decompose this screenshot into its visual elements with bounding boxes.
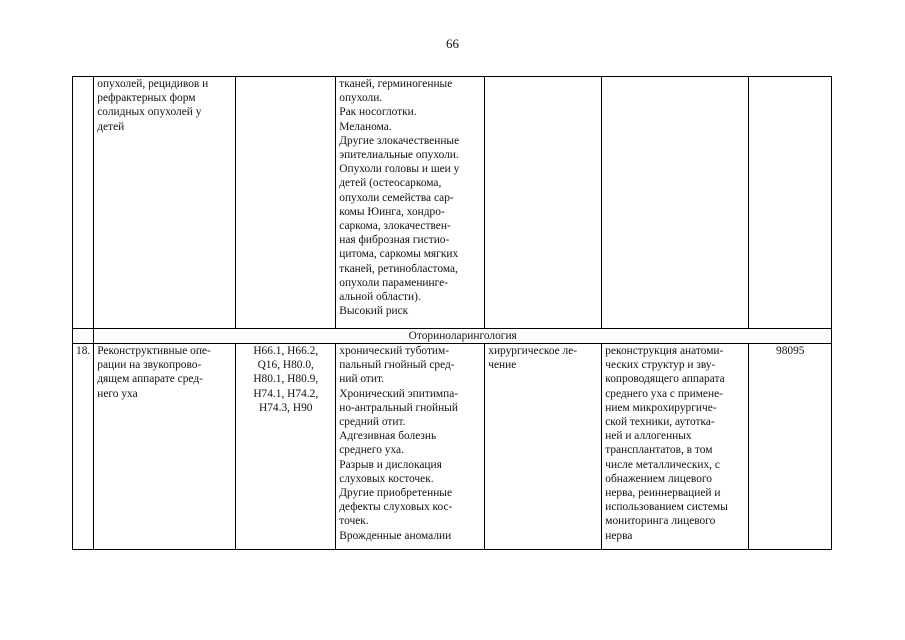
text-line: опухоли семейства сар- xyxy=(339,191,454,204)
text-line: реконструкция анатоми- xyxy=(605,345,724,357)
text-line: средний отит. xyxy=(339,416,406,429)
text-line: детей xyxy=(97,120,125,133)
text-line: альной области). xyxy=(339,291,421,304)
text-line: Хронический эпитимпа- xyxy=(339,387,459,400)
text-line: обнажением лицевого xyxy=(605,472,712,485)
text-line: мониторинга лицевого xyxy=(605,515,716,528)
cell-number: 18. xyxy=(73,344,94,550)
text-line: Меланома. xyxy=(339,120,392,133)
text-line: ней и аллогенных xyxy=(605,430,692,443)
cell-treatment-type xyxy=(485,344,602,550)
text-line: цитома, саркомы мягких xyxy=(339,248,459,261)
text-line: опухолей, рецидивов и xyxy=(97,78,209,90)
text-line: числе металлических, с xyxy=(605,458,720,471)
text-line: Опухоли головы и шеи у xyxy=(339,163,460,176)
text-line: саркома, злокачествен- xyxy=(339,220,451,233)
text-line: чение xyxy=(488,359,517,372)
text-line: точек. xyxy=(339,515,369,528)
cell-icd-codes xyxy=(236,77,336,329)
text-line: ческих структур и зву- xyxy=(605,359,716,372)
table-row-18 xyxy=(73,344,832,550)
text-line: солидных опухолей у xyxy=(97,106,202,119)
table-row-section xyxy=(73,329,832,344)
text-line: тканей, ретинобластома, xyxy=(339,262,458,275)
text-line: Q16, H80.0, xyxy=(257,359,314,372)
text-line: трансплантатов, в том xyxy=(605,444,713,457)
text-line: опухоли. xyxy=(339,92,383,105)
text-line: Разрыв и дислокация xyxy=(339,458,442,471)
text-line: среднего уха. xyxy=(339,444,404,457)
text-line: H66.1, H66.2, xyxy=(253,345,319,357)
text-line: Рак носоглотки. xyxy=(339,106,417,119)
cell-icd-codes xyxy=(236,344,336,550)
section-title: Оториноларингология xyxy=(94,329,832,344)
text-line: нерва xyxy=(605,529,633,542)
cell-diagnoses xyxy=(336,344,485,550)
text-line: Другие злокачественные xyxy=(339,134,460,147)
text-line: опухоли параменинге- xyxy=(339,276,448,289)
cell-cost xyxy=(749,77,832,329)
text-line: ской техники, аутотка- xyxy=(605,416,715,429)
cell-treatment-method xyxy=(602,344,749,550)
cell-care-type xyxy=(94,77,236,329)
cell-cost: 98095 xyxy=(749,344,832,550)
text-line: Адгезивная болезнь xyxy=(339,430,437,443)
text-line: тканей, герминогенные xyxy=(339,78,453,90)
cell-number xyxy=(73,329,94,344)
text-line: нерва, реиннервацией и xyxy=(605,487,721,500)
text-line: Другие приобретенные xyxy=(339,487,452,500)
text-line: рации на звукопрово- xyxy=(97,359,202,372)
text-line: хирургическое ле- xyxy=(488,345,578,357)
text-line: использованием системы xyxy=(605,501,728,514)
page-number: 66 xyxy=(446,36,459,51)
text-line: H74.1, H74.2, xyxy=(253,387,319,400)
text-line: но-антральный гнойный xyxy=(339,401,458,414)
table-row-continued xyxy=(73,77,832,329)
text-line: Высокий риск xyxy=(339,305,409,318)
text-line: среднего уха с примене- xyxy=(605,387,723,400)
text-line: рефрактерных форм xyxy=(97,92,196,105)
text-line: слуховых косточек. xyxy=(339,472,434,485)
text-line: ная фиброзная гистио- xyxy=(339,234,450,247)
text-line: эпителиальные опухоли. xyxy=(339,149,459,162)
text-line: комы Юинга, хондро- xyxy=(339,205,445,218)
text-line: H74.3, H90 xyxy=(259,401,313,414)
text-line: Реконструктивные опе- xyxy=(97,345,211,357)
text-line: него уха xyxy=(97,387,138,400)
medical-care-table xyxy=(72,76,832,550)
text-line: детей (остеосаркома, xyxy=(339,177,442,190)
text-line: дефекты слуховых кос- xyxy=(339,501,453,514)
text-line: H80.1, H80.9, xyxy=(253,373,319,386)
text-line: хронический туботим- xyxy=(339,345,450,357)
text-line: Врожденные аномалии xyxy=(339,529,452,542)
cell-care-type xyxy=(94,344,236,550)
text-line: ний отит. xyxy=(339,373,384,386)
text-line: дящем аппарате сред- xyxy=(97,373,203,386)
cell-treatment-method xyxy=(602,77,749,329)
text-line: пальный гнойный сред- xyxy=(339,359,455,372)
cell-treatment-type xyxy=(485,77,602,329)
text-line: копроводящего аппарата xyxy=(605,373,725,386)
cell-diagnoses xyxy=(336,77,485,329)
text-line: нием микрохирургиче- xyxy=(605,401,717,414)
cell-number xyxy=(73,77,94,329)
